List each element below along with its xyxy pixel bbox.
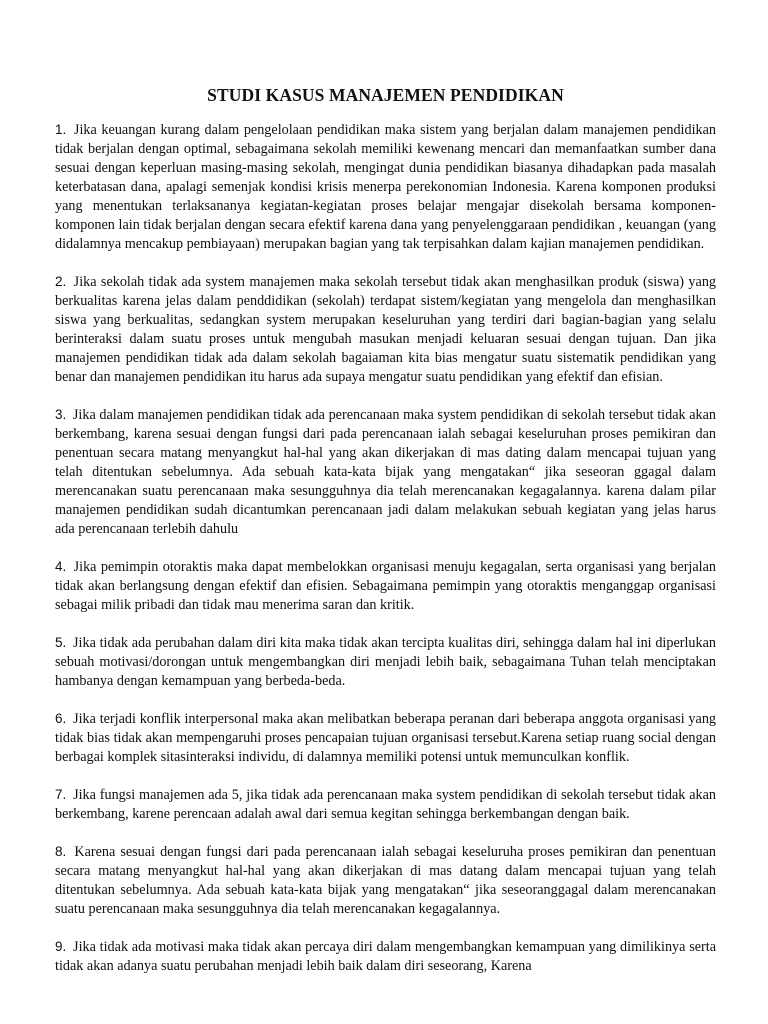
paragraph-3 <box>55 405 716 539</box>
paragraph-text: Jika dalam manajemen pendidikan tidak ada perencanaan maka system pendidikan di sekolah tersebut tidak akan berkembang, karena sesuai dengan fungsi dari pada perencanaan ialah sebagai keseluruhan proses pemikiran dan penentuan secara matang menyangkut hal-hal yang akan dikerjakan di mas dating dalam mencapai tujuan yang telah ditentukan sebelumnya. Ada sebuah kata-kata bijak yang mengatakan“ jika seseoran ggagal dalam merencanakan suatu perencanaan maka sesungguhnya dia telah merencanakan kegagalannya. karena dalam pilar manajemen pendidikan sudah dicantumkan perencanaan jadi dalam melakukan sebuah kegiatan yang jelas harus ada perencanaan terlebih dahulu <box>55 407 717 537</box>
paragraph-1 <box>55 120 716 254</box>
paragraph-number: 7. <box>55 787 67 802</box>
paragraph-number: 2. <box>55 274 67 289</box>
paragraph-6 <box>55 709 716 767</box>
paragraph-number: 9. <box>55 939 67 954</box>
document-title: STUDI KASUS MANAJEMEN PENDIDIKAN <box>207 85 564 105</box>
paragraph-text: Jika tidak ada motivasi maka tidak akan percaya diri dalam mengembangkan kemampuan yang dimilikinya serta tidak akan adanya suatu perubahan menjadi lebih baik dalam diri seseorang, Karena <box>55 939 716 974</box>
paragraph-5 <box>55 633 716 691</box>
paragraph-2 <box>55 272 716 387</box>
paragraph-text: Karena sesuai dengan fungsi dari pada perencanaan ialah sebagai keseluruha proses pemikiran dan penentuan secara matang menyangkut hal-hal yang akan dikerjakan di mas datang dalam mencapai tujuan yang telah ditentukan sebelumnya. Ada sebuah kata-kata bijak yang mengatakan“ jika seseoranggagal dalam merencanakan suatu perencanaan maka sesungguhnya dia telah merencanakan kegagalannya. <box>55 844 716 917</box>
paragraph-text: Jika tidak ada perubahan dalam diri kita maka tidak akan tercipta kualitas diri, sehingga dalam hal ini diperlukan sebuah motivasi/dorongan untuk mengembangkan diri menjadi lebih baik, sebagaimana Tuhan telah menciptakan hambanya dengan kemampuan yang berbeda-beda. <box>55 635 717 689</box>
paragraph-text: Jika pemimpin otoraktis maka dapat membelokkan organisasi menuju kegagalan, serta organisasi yang berjalan tidak akan berlangsung dengan efektif dan efisien. Sebagaimana pemimpin yang otoraktis menganggap organisasi sebagai milik pribadi dan tidak mau menerima saran dan kritik. <box>55 559 716 613</box>
paragraph-number: 8. <box>55 844 67 859</box>
paragraph-text: Jika keuangan kurang dalam pengelolaan pendidikan maka sistem yang berjalan dalam manajemen pendidikan tidak berjalan dengan optimal, sebagaimana sekolah memiliki kewenang mencari dan memanfaatkan sumber dana sesuai dengan keperluan masing-masing sekolah, mengingat dunia pendidikan biasanya dihadapkan pada masalah keterbatasan dana, apalagi semenjak kondisi krisis menerpa perekonomian Indonesia. Karena komponen produksi yang menentukan terlaksananya kegiatan-kegiatan proses belajar mengajar disekolah bersama komponen-komponen lain tidak berjalan dengan secara efektif karena dana yang penyelenggaraan pendidikan , keuangan (yang didalamnya mencakup pembiayaan) merupakan bagian yang tak terpisahkan dalam kajian manajemen pendidikan. <box>55 122 716 252</box>
paragraph-number: 4. <box>55 559 67 574</box>
paragraph-text: Jika fungsi manajemen ada 5, jika tidak ada perencanaan maka system pendidikan di sekolah tersebut tidak akan berkembang, karene perencaan adalah awal dari semua kegitan sehingga berkembangan dengan baik. <box>55 787 716 822</box>
paragraph-text: Jika sekolah tidak ada system manajemen maka sekolah tersebut tidak akan menghasilkan produk (siswa) yang berkualitas karena jelas dalam penddidikan (sekolah) terdapat sistem/kegiatan yang mengelola dan menghasilkan siswa yang berkualitas, sedangkan system merupakan keseluruhan yang terdiri dari bagian-bagian yang selalu berinteraksi dalam suatu proses untuk mengubah masukan menjadi keluaran sesuai dengan tujuan. Dan jika manajemen pendidikan tidak ada dalam sekolah bagaiaman kita bias mengatur suatu sistematik pendidikan yang benar dan manajemen pendidikan itu harus ada supaya mengatur suatu pendidikan yang efektif dan efisian. <box>55 274 717 385</box>
paragraph-number: 5. <box>55 635 67 650</box>
paragraph-number: 6. <box>55 711 67 726</box>
paragraph-8 <box>55 842 716 919</box>
paragraph-4 <box>55 557 716 615</box>
paragraph-text: Jika terjadi konflik interpersonal maka akan melibatkan beberapa peranan dari beberapa anggota organisasi yang tidak bias tidak akan mempengaruhi proses pencapaian tujuan organisasi tersebut.Karena setiap ruang social dengan berbagai komplek sitasinteraksi individu, di dalamnya memiliki potensi untuk memunculkan konflik. <box>55 711 717 765</box>
paragraph-number: 3. <box>55 407 67 422</box>
paragraph-9 <box>55 937 716 976</box>
paragraph-7 <box>55 785 716 824</box>
paragraph-number: 1. <box>55 122 67 137</box>
